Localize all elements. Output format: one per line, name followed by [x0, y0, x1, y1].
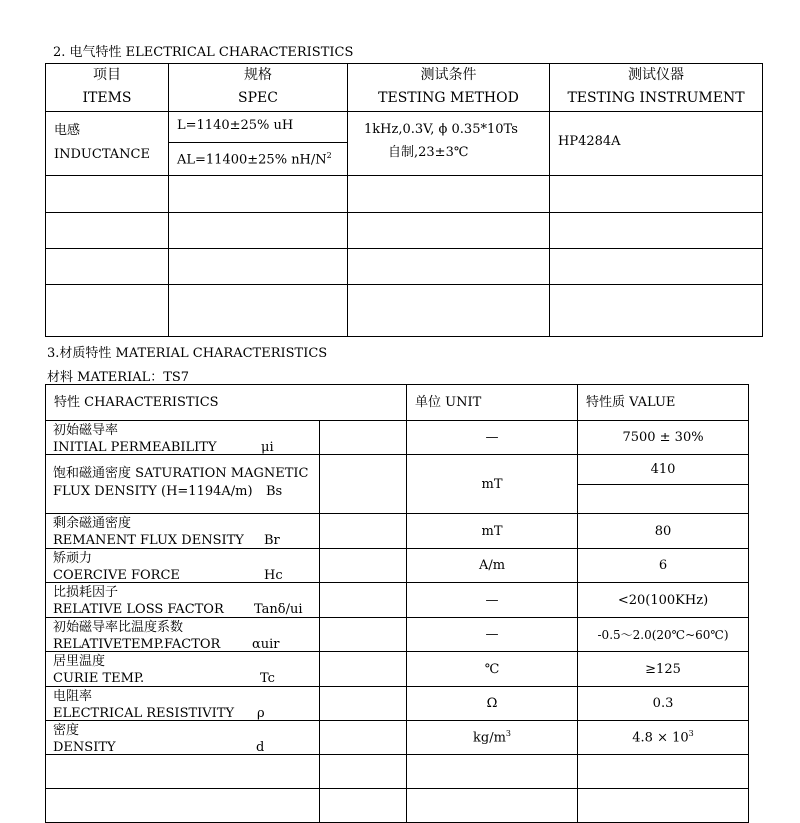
inductance-item: 电感 INDUCTANCE	[46, 112, 169, 176]
value-cell: 6	[578, 549, 749, 583]
empty-cell	[46, 249, 169, 285]
empty-cell	[348, 176, 550, 213]
value-cell: -0.5～2.0(20℃~60℃)	[578, 618, 749, 652]
unit-cell: ℃	[407, 652, 578, 687]
empty-cell	[169, 285, 348, 337]
property-row-label: 矫顽力 COERCIVE FORCE Hc	[46, 549, 320, 583]
material-table	[45, 384, 749, 823]
empty-cell	[578, 485, 749, 514]
section2-title: 2. 电气特性 ELECTRICAL CHARACTERISTICS	[53, 45, 354, 60]
header-method: 测试条件 TESTING METHOD	[348, 64, 550, 112]
property-row-label: 电阻率 ELECTRICAL RESISTIVITY ρ	[46, 687, 320, 721]
property-row-label: 初始磁导率 INITIAL PERMEABILITY μi	[46, 421, 320, 455]
unit-cell: —	[407, 421, 578, 455]
property-row-label: 居里温度 CURIE TEMP. Tc	[46, 652, 320, 687]
empty-cell	[550, 285, 763, 337]
empty-cell	[320, 583, 407, 618]
property-row-label: 初始磁导率比温度系数 RELATIVETEMP.FACTOR αuir	[46, 618, 320, 652]
empty-cell	[320, 421, 407, 455]
empty-cell	[46, 285, 169, 337]
unit-cell: —	[407, 618, 578, 652]
empty-cell	[578, 789, 749, 823]
empty-cell	[320, 687, 407, 721]
empty-cell	[348, 249, 550, 285]
empty-cell	[320, 789, 407, 823]
header-value: 特性质 VALUE	[578, 385, 749, 421]
value-cell: ≥125	[578, 652, 749, 687]
header-spec: 规格 SPEC	[169, 64, 348, 112]
value-cell: 410	[578, 455, 749, 485]
empty-cell	[320, 455, 407, 514]
unit-cell: mT	[407, 455, 578, 514]
empty-cell	[169, 176, 348, 213]
value-cell: 80	[578, 514, 749, 549]
header-characteristics: 特性 CHARACTERISTICS	[46, 385, 407, 421]
property-row-label: 剩余磁通密度 REMANENT FLUX DENSITY Br	[46, 514, 320, 549]
unit-cell: Ω	[407, 687, 578, 721]
empty-cell	[46, 789, 320, 823]
empty-cell	[578, 755, 749, 789]
material-label: 材料 MATERIAL：TS7	[47, 370, 190, 385]
empty-cell	[169, 249, 348, 285]
empty-cell	[320, 721, 407, 755]
empty-cell	[320, 549, 407, 583]
unit-cell: —	[407, 583, 578, 618]
empty-cell	[46, 755, 320, 789]
unit-cell: $kg/m^3$	[407, 721, 578, 755]
empty-cell	[320, 618, 407, 652]
header-items: 项目 ITEMS	[46, 64, 169, 112]
unit-cell: mT	[407, 514, 578, 549]
empty-cell	[46, 176, 169, 213]
property-row-label: 比损耗因子 RELATIVE LOSS FACTOR Tanδ/ui	[46, 583, 320, 618]
unit-cell: A/m	[407, 549, 578, 583]
empty-cell	[348, 285, 550, 337]
inductance-instrument: HP4284A	[550, 112, 763, 176]
empty-cell	[407, 755, 578, 789]
empty-cell	[550, 249, 763, 285]
value-cell: 7500 ± 30%	[578, 421, 749, 455]
inductance-spec: L=1140±25% uH AL=11400±25% $nH/N^2$	[169, 112, 348, 176]
empty-cell	[320, 514, 407, 549]
empty-cell	[46, 213, 169, 249]
empty-cell	[407, 789, 578, 823]
value-cell: 0.3	[578, 687, 749, 721]
value-cell: <20(100KHz)	[578, 583, 749, 618]
property-row-label: 饱和磁通密度 SATURATION MAGNETIC FLUX DENSITY (H=1194A/m) Bs	[46, 455, 320, 514]
property-row-label: 密度 DENSITY d	[46, 721, 320, 755]
empty-cell	[320, 755, 407, 789]
inductance-method: 1kHz,0.3V, ϕ 0.35*10Ts 自制,23±3℃	[348, 112, 550, 176]
empty-cell	[550, 213, 763, 249]
header-instrument: 测试仪器 TESTING INSTRUMENT	[550, 64, 763, 112]
value-cell: $4.8 \times 10^3$	[578, 721, 749, 755]
empty-cell	[348, 213, 550, 249]
empty-cell	[320, 652, 407, 687]
empty-cell	[550, 176, 763, 213]
empty-cell	[169, 213, 348, 249]
electrical-table	[45, 63, 763, 337]
section3-title: 3.材质特性 MATERIAL CHARACTERISTICS	[47, 346, 328, 361]
header-unit: 单位 UNIT	[407, 385, 578, 421]
